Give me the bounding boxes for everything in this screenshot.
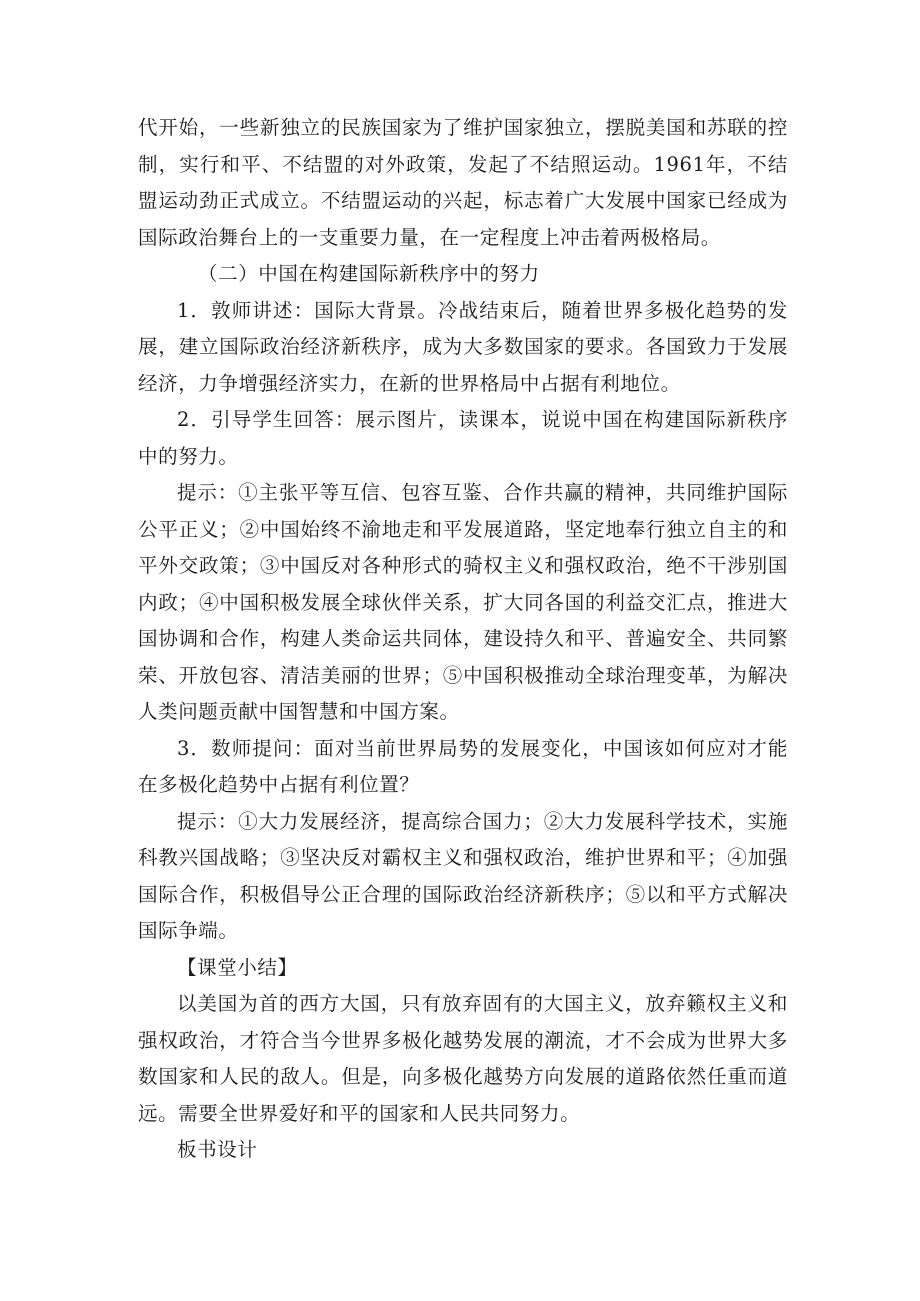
paragraph-hint-1: 提示：①主张平等互信、包容互鉴、合作共赢的精神，共同维护国际公平正义；②中国始终不渝地走和平发展道路，坚定地奉行独立自主的和平外交政策；③中国反对各种形式的骑权主义和强权政治，绝不干涉别国内政；④中国积极发展全球伙伴关系，扩大同各国的利益交汇点，推进大国协调和合作，构建人类命运共同体，建设持久和平、普遍安全、共同繁荣、开放包容、清洁美丽的世界；⑤中国积极推动全球治理变革，为解决人类问题贡献中国智慧和中国方案。 bbox=[138, 481, 788, 723]
paragraph-guide-students: 2．引导学生回答：展示图片，读课本，说说中国在构建国际新秩序中的努力。 bbox=[138, 408, 788, 468]
paragraph-hint-2: 提示：①大力发展经济，提高综合国力；②大力发展科学技术，实施科教兴国战略；③坚决反对霸权主义和强权政治，维护世界和平；④加强国际合作，积极倡导公正合理的国际政治经济新秩序；⑤以和平方式解决国际争端。 bbox=[138, 809, 788, 942]
document-page bbox=[138, 110, 788, 1169]
paragraph-nonaligned-movement: 代开始，一些新独立的民族国家为了维护国家独立，摆脱美国和苏联的控制，实行和平、不结盟的对外政策，发起了不结照运动。1961年，不结盟运动劲正式成立。不结盟运动的兴起，标志着广大发展中国家已经成为国际政治舞台上的一支重要力量，在一定程度上冲击着两极格局。 bbox=[138, 116, 788, 249]
heading-class-summary: 【课堂小结】 bbox=[177, 955, 298, 979]
paragraph-teacher-question: 3．数师提问：面对当前世界局势的发展变化，中国该如何应对才能在多极化趋势中占据有利位置？ bbox=[138, 736, 788, 796]
heading-blackboard-design: 板书设计 bbox=[177, 1138, 258, 1161]
section-heading-china-efforts: （二）中国在构建国际新秩序中的努力 bbox=[198, 262, 540, 285]
paragraph-teacher-lecture: 1．敦师讲述：国际大背景。冷战结束后，随着世界多极化趋势的发展，建立国际政治经济新秩序，成为大多数国家的要求。各国致力于发展经济，力争增强经济实力，在新的世界格局中占据有利地位。 bbox=[138, 298, 788, 395]
paragraph-summary: 以美国为首的西方大国，只有放弃固有的大国主义，放弃籁权主义和强权政治，才符合当今世界多极化越势发展的潮流，才不会成为世界大多数国家和人民的敌人。但是，向多极化越势方向发展的道路依然任重而道远。需要全世界爱好和平的国家和人民共同努力。 bbox=[138, 992, 788, 1125]
